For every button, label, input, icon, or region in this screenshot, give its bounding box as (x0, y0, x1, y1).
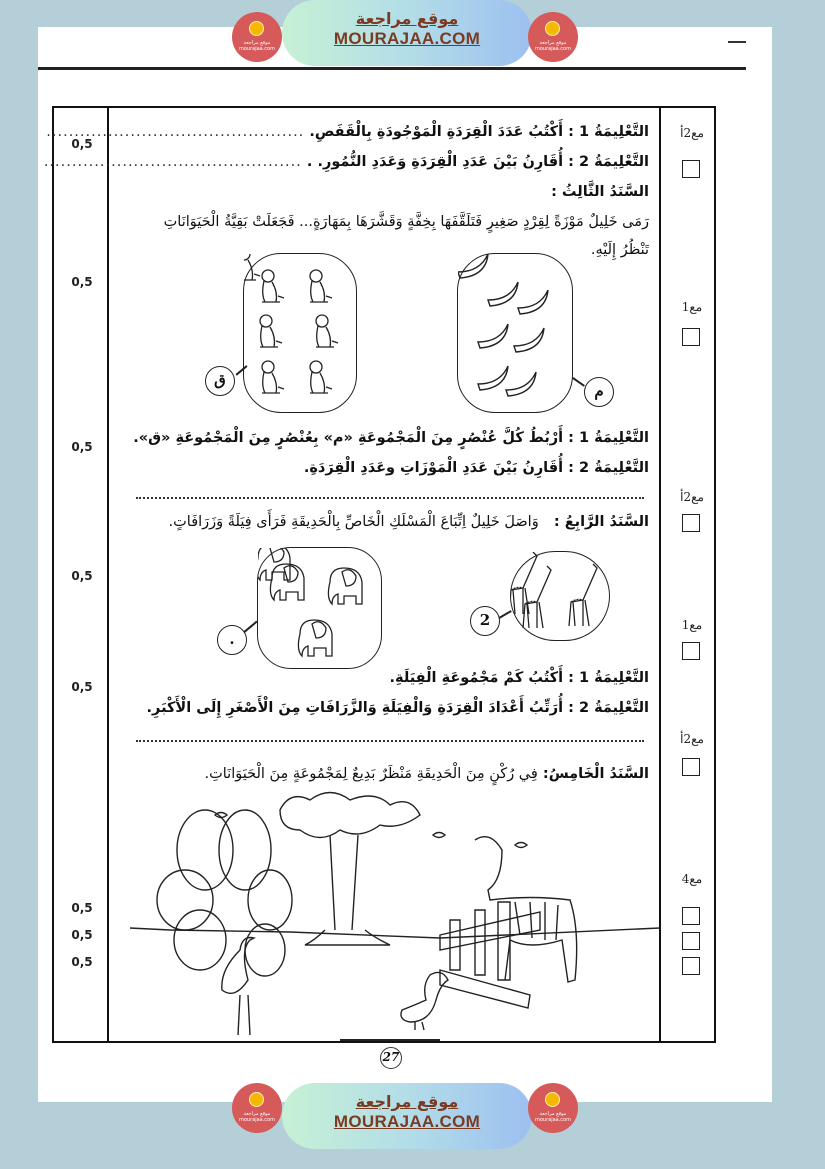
section-text: فِي رُكْنٍ مِنَ الْحَدِيقَةِ مَنْظَرٌ بَدِيعٌ لِمَجْمُوعَةٍ مِنَ الْحَيَوَانَاتِ. (204, 766, 538, 782)
logo-badge-right (528, 12, 578, 62)
criterion-label: مع2أ (680, 490, 704, 504)
dotted-separator (136, 740, 644, 742)
logo-badge-left (232, 12, 282, 62)
badge-text-en: mourajaa.com (534, 46, 571, 52)
header-rule (38, 67, 746, 70)
instruction (46, 124, 649, 140)
section-heading (169, 514, 649, 530)
criterion-label: مع2أ (680, 126, 704, 140)
badge-text-en: mourajaa.com (238, 1117, 275, 1123)
section-text: وَاصَلَ خَلِيلٌ اِتِّبَاعَ الْمَسْلَكِ الْخَاصِّ بِالْحَدِيقَةِ فَرَأَى فِيَلَةً وَزَرَافَاتٍ. (168, 514, 539, 530)
criterion-checkbox[interactable] (682, 642, 700, 660)
giraffe-group (510, 551, 610, 641)
giraffe-icons (511, 552, 611, 642)
peacock-icon (157, 810, 292, 1035)
logo-badge-left (232, 1083, 282, 1133)
logo-icon (545, 1092, 560, 1107)
banana-icons (458, 254, 574, 414)
criterion-label: مع2أ (680, 732, 704, 746)
badge-text-en: mourajaa.com (238, 46, 275, 52)
score-column-divider (107, 106, 109, 1043)
group-tag-giraffes: 2 (470, 606, 500, 636)
duck-icon (401, 972, 448, 1030)
group-tag-q: ق (205, 366, 235, 396)
horizon-line (130, 928, 660, 938)
criterion-checkbox[interactable] (682, 514, 700, 532)
fence-icon (440, 902, 540, 1008)
section-text: رَمَى خَلِيلٌ مَوْزَةً لِقِرْدٍ صَغِيرٍ فَتَلَقَّفَهَا بِخِفَّةٍ وَقَشَّرَهَا بِمَهَارَةٍ... فَجَعَلَتْ بَقِيَّةُ الْحَيَوَانَاتِ (163, 214, 649, 230)
instruction: التَّعْلِيمَةُ 1 : أَكْتُبُ كَمْ مَجْمُوعَةِ الْفِيَلَةِ. (389, 670, 649, 686)
criterion-checkbox[interactable] (682, 160, 700, 178)
score-value: 0,5 (71, 901, 93, 915)
score-value: 0,5 (71, 928, 93, 942)
score-value: 0,5 (71, 955, 93, 969)
group-tag-elephants[interactable]: . (217, 625, 247, 655)
section-heading (205, 766, 650, 782)
zebra-icon (475, 837, 577, 982)
badge-text-ar: موقع مراجعة (539, 1111, 567, 1117)
instruction: التَّعْلِيمَةُ 1 : أَرْبُطُ كُلَّ عُنْصُرٍ مِنَ الْمَجْمُوعَةِ «م» بِعُنْصُرٍ مِنَ الْمَجْمُوعَةِ «ق». (133, 430, 649, 446)
section-title: السَّنَدُ الثَّالِثُ : (551, 184, 649, 200)
criterion-label: مع4 (681, 872, 703, 886)
section-title: السَّنَدُ الْخَامِسُ: (542, 766, 649, 782)
criterion-checkbox[interactable] (682, 932, 700, 950)
dotted-separator (136, 497, 644, 499)
elephant-group (257, 547, 382, 669)
instruction-text: التَّعْلِيمَةُ 2 : أُقَارِنُ بَيْنَ عَدَدِ الْقِرَدَةِ وَعَدَدِ النُّمُورِ. . (306, 154, 649, 170)
badge-text-ar: موقع مراجعة (539, 40, 567, 46)
banner-latin: MOURAJAA.COM (333, 29, 481, 48)
answer-blank[interactable]: .............................................. (46, 124, 305, 140)
page-number: 27 (380, 1047, 402, 1069)
elephant-icons (258, 548, 383, 670)
criterion-label: مع1 (681, 300, 703, 314)
logo-icon (249, 1092, 264, 1107)
instruction (44, 154, 649, 170)
score-value: 0,5 (71, 275, 93, 289)
banner-latin: MOURAJAA.COM (333, 1112, 481, 1131)
score-value: 0,5 (71, 137, 93, 151)
score-value: 0,5 (71, 569, 93, 583)
monkey-icons (244, 254, 358, 414)
banana-group (457, 253, 573, 413)
footer-rule (340, 1039, 440, 1041)
section-text: تَنْظُرُ إِلَيْهِ. (590, 242, 649, 258)
group-tag-m: م (584, 377, 614, 407)
badge-text-ar: موقع مراجعة (243, 1111, 271, 1117)
banner-arabic: موقع مراجعة (355, 9, 459, 28)
instruction: التَّعْلِيمَةُ 2 : أُقَارِنُ بَيْنَ عَدَدِ الْمَوْزَاتِ وعَدَدِ الْقِرَدَةِ. (303, 460, 649, 476)
logo-icon (545, 21, 560, 36)
criterion-checkbox[interactable] (682, 907, 700, 925)
tree-crown-icon (280, 793, 420, 838)
logo-icon (249, 21, 264, 36)
criterion-label: مع1 (681, 618, 703, 632)
site-banner-bottom[interactable] (282, 1083, 532, 1149)
answer-blank[interactable]: .............................................. (43, 154, 302, 170)
instruction: التَّعْلِيمَةُ 2 : أُرَتِّبُ أَعْدَادَ الْقِرَدَةِ وَالْفِيَلَةِ وَالزَّرَافَاتِ مِنَ الْأَصْغَرِ إِلَى الْأَكْبَرِ. (146, 700, 649, 716)
header-dash (728, 41, 746, 43)
garden-scene-illustration (130, 790, 660, 1040)
badge-text-en: mourajaa.com (534, 1117, 571, 1123)
tree-trunk-icon (305, 835, 390, 945)
instruction-text: التَّعْلِيمَةُ 1 : أَكْتُبُ عَدَدَ الْقِرَدَةِ الْمَوْجُودَةِ بِالْقَفَصِ. (309, 124, 649, 140)
score-value: 0,5 (71, 680, 93, 694)
section-title: السَّنَدُ الرَّابِعُ : (553, 514, 649, 530)
logo-badge-right (528, 1083, 578, 1133)
criterion-checkbox[interactable] (682, 758, 700, 776)
site-banner-top[interactable] (282, 0, 532, 66)
score-value: 0,5 (71, 440, 93, 454)
criterion-checkbox[interactable] (682, 957, 700, 975)
banner-arabic: موقع مراجعة (355, 1092, 459, 1111)
criterion-checkbox[interactable] (682, 328, 700, 346)
badge-text-ar: موقع مراجعة (243, 40, 271, 46)
monkey-group (243, 253, 357, 413)
